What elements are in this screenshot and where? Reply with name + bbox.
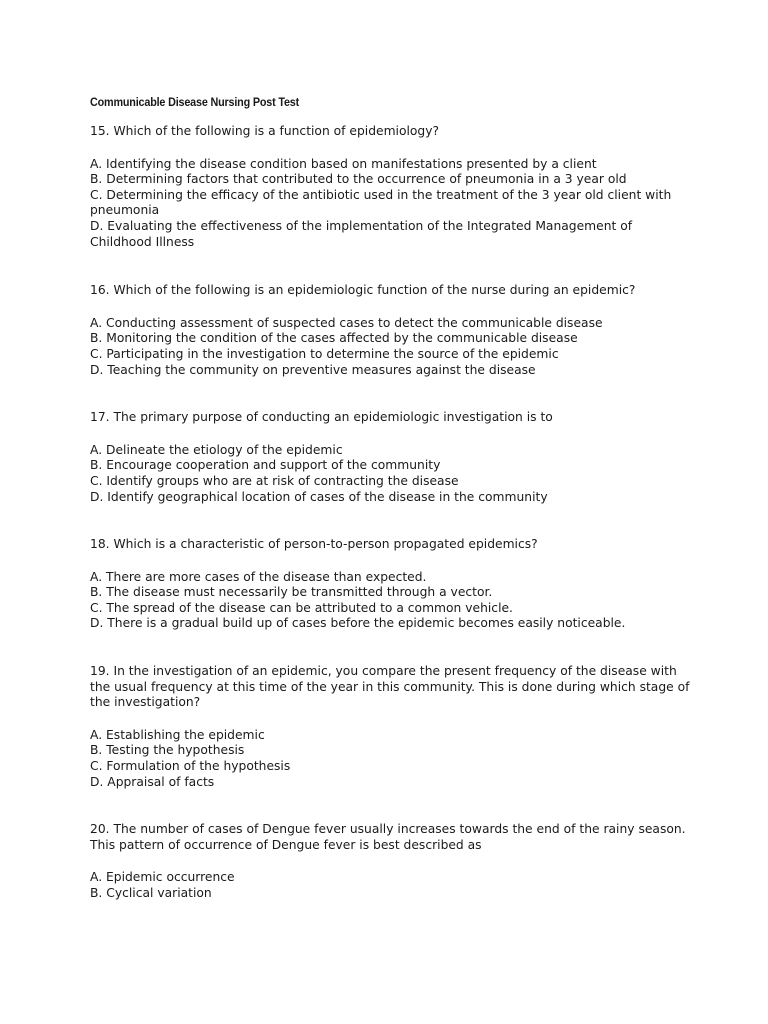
- answer-option-d: D. Appraisal of facts: [90, 774, 215, 789]
- answer-option-b: B. The disease must necessarily be transmitted through a vector.: [90, 585, 493, 600]
- question-18: [90, 537, 690, 632]
- question-stem: 20. The number of cases of Dengue fever usually increases towards the end of the rainy season. This pattern of occurrence of Dengue fever is best described as: [90, 822, 686, 852]
- answer-option-a: A. Identifying the disease condition based on manifestations presented by a client: [90, 156, 597, 171]
- document-title: Communicable Disease Nursing Post Test: [90, 95, 300, 109]
- question-stem: 17. The primary purpose of conducting an epidemiologic investigation is to: [90, 410, 553, 425]
- answer-option-c: C. Identify groups who are at risk of contracting the disease: [90, 473, 459, 488]
- question-16: [90, 283, 690, 378]
- question-stem: 15. Which of the following is a function of epidemiology?: [90, 124, 440, 138]
- question-17: [90, 410, 690, 505]
- answer-option-a: A. Delineate the etiology of the epidemic: [90, 442, 343, 457]
- answer-option-a: A. Epidemic occurrence: [90, 870, 235, 885]
- answer-option-d: D. Identify geographical location of cases of the disease in the community: [90, 489, 548, 504]
- answer-options: [90, 443, 690, 505]
- question-stem: 19. In the investigation of an epidemic, you compare the present frequency of the disease with the usual frequency at this time of the year in this community. This is done during which stage of the investigation?: [90, 664, 690, 710]
- answer-options: [90, 157, 690, 251]
- answer-option-a: A. There are more cases of the disease than expected.: [90, 569, 427, 584]
- question-20: [90, 822, 690, 901]
- question-15: [90, 124, 690, 250]
- question-19: [90, 664, 690, 790]
- answer-option-c: C. Participating in the investigation to determine the source of the epidemic: [90, 346, 559, 361]
- answer-options: [90, 870, 690, 901]
- question-stem: 18. Which is a characteristic of person-to-person propagated epidemics?: [90, 537, 538, 552]
- answer-options: [90, 570, 690, 632]
- answer-option-b: B. Monitoring the condition of the cases affected by the communicable disease: [90, 331, 578, 346]
- answer-option-b: B. Determining factors that contributed to the occurrence of pneumonia in a 3 year old: [90, 172, 627, 187]
- answer-option-c: C. The spread of the disease can be attributed to a common vehicle.: [90, 600, 513, 615]
- answer-option-b: B. Encourage cooperation and support of the community: [90, 458, 441, 473]
- answer-option-a: A. Establishing the epidemic: [90, 727, 265, 742]
- answer-option-d: D. There is a gradual build up of cases before the epidemic becomes easily noticeable.: [90, 616, 626, 631]
- answer-options: [90, 316, 690, 378]
- answer-option-a: A. Conducting assessment of suspected cases to detect the communicable disease: [90, 315, 603, 330]
- answer-option-b: B. Cyclical variation: [90, 886, 212, 900]
- answer-option-d: D. Evaluating the effectiveness of the implementation of the Integrated Management of Childhood Illness: [90, 218, 633, 249]
- answer-option-c: C. Formulation of the hypothesis: [90, 759, 291, 774]
- answer-option-b: B. Testing the hypothesis: [90, 743, 245, 758]
- question-stem: 16. Which of the following is an epidemiologic function of the nurse during an epidemic?: [90, 283, 636, 298]
- answer-option-c: C. Determining the efficacy of the antibiotic used in the treatment of the 3 year old client with pneumonia: [90, 187, 672, 218]
- document-page: [90, 95, 690, 902]
- answer-options: [90, 728, 690, 790]
- answer-option-d: D. Teaching the community on preventive measures against the disease: [90, 362, 536, 377]
